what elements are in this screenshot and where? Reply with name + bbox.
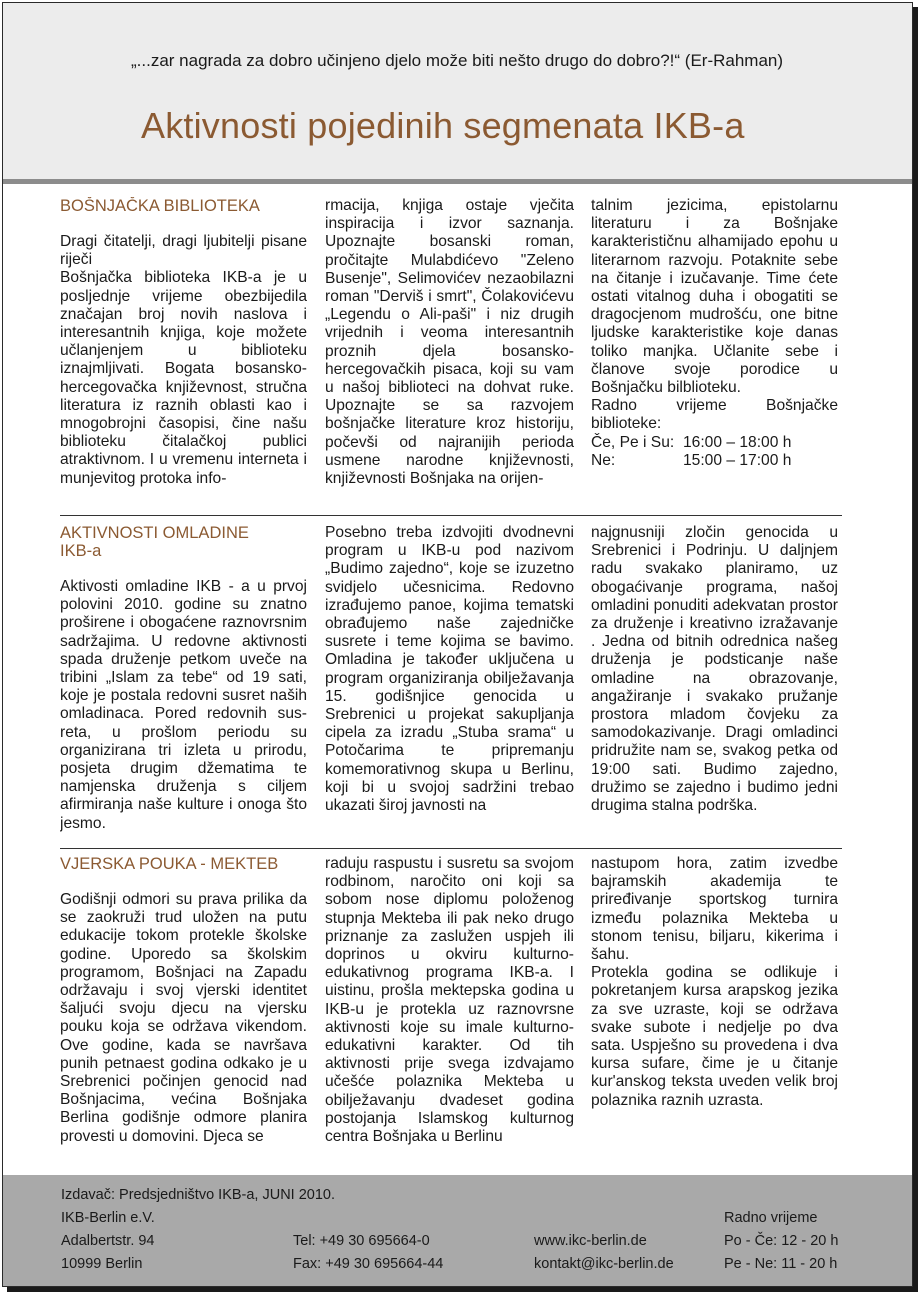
omladina-text-2: Posebno treba izdvojiti dvodnevni program u IKB-u pod nazivom „Budimo zajedno“, koje se izuzetno svidjelo učesnicima. Redovno izrađujemo panoe, kojima tematski obrađujemo naše zajedničke susrete i teme kojima se bavimo. Omladina je također uključena u program organiziranja obilježavanja 15. godišnjice genocida u Srebrenici u projekat sakupljanja cipela za izradu „Stuba srama“ u Potočarima te pripremanju komemorativnog skupa u Berlinu, koji bi u svojoj sadržini trebao ukazati široj javnosti na <box>325 524 574 815</box>
footer-hours-weekday: Po - Če: 12 - 20 h <box>724 1233 839 1249</box>
biblioteka-column-2 <box>325 197 574 507</box>
biblioteka-text-3: talnim jezicima, epistolarnu literaturu i za Bošnjake karakterističnu alhamijado epohu u literarnom razvoju. Potaknite sebe na čitanje i izučavanje. Time ćete ostati vitalnog duha i obogatiti se dragocjenom mudrošću, one bitne ljudske karakteristike koje danas toliko manjka. Učlanite sebe i članove svoje porodice u Bošnjačku bilblioteku. <box>591 197 838 397</box>
mekteb-column-1 <box>60 855 307 1169</box>
hours-days: Če, Pe i Su: <box>591 433 675 451</box>
footer-email-link[interactable]: kontakt@ikc-berlin.de <box>534 1256 674 1272</box>
omladina-title: AKTIVNOSTI OMLADINE IKB-a <box>60 524 249 560</box>
mekteb-text-3: nastupom hora, zatim izvedbe bajramskih akademija te priređivanje sportskog turnira između polaznika Mekteba u stonom tenisu, biljaru, kikerima i šahu. Protekla godina se odlikuje i pokretanjem kursa arapskog jezika za sve uzraste, koji se održava svake subote i nedjelje po dva sata. Uspješno su provedena i dva kursa sufare, čime je u čitanje kur'anskog teksta uveden velik broj polaznika raznih uzrasta. <box>591 855 838 1109</box>
footer-street: Adalbertstr. 94 <box>61 1233 155 1249</box>
header-quote: „...zar nagrada za dobro učinjeno djelo može biti nešto drugo do dobro?!“ (Er-Rahman) <box>131 51 784 70</box>
page-footer <box>3 1175 912 1286</box>
mekteb-column-2 <box>325 855 574 1169</box>
header-rule <box>3 179 912 184</box>
footer-tel: Tel: +49 30 695664-0 <box>293 1233 430 1249</box>
footer-hours-weekend: Pe - Ne: 11 - 20 h <box>724 1256 838 1272</box>
omladina-column-1 <box>60 524 307 842</box>
hours-time: 16:00 – 18:00 h <box>683 433 792 451</box>
section-divider <box>60 515 842 516</box>
omladina-column-3 <box>591 524 838 842</box>
hours-time: 15:00 – 17:00 h <box>683 451 792 469</box>
omladina-text-1: Aktivosti omladine IKB - a u prvoj polovini 2010. godine su znatno proširene i obogaćene raznovrsnim sadržajima. U redovne aktivnosti spada druženje petkom uveče na tribini „Islam za tebe“ od 19 sati, koje je postala redovni susret naših omladinaca. Pored redovnih sus-reta, u prošlom periodu su organizirana tri izleta u prirodu, posjeta drugim džematima te namjenska druženja s ciljem afirmiranja naše kulture i onoga što jesmo. <box>60 578 307 832</box>
biblioteka-hours-intro: Radno vrijeme Bošnjačke biblioteke: <box>591 397 838 433</box>
omladina-text-3: najgnusniji zločin genocida u Srebrenici i Podrinju. U daljnjem radu svakako planiramo, uz obogaćivanje programa, našoj omladini ponuditi adekvatan prostor za druženje i kreativno izražavanje . Jedna od bitnih odrednica našeg druženja je podsticanje naše omladine na obrazovanje, angažiranje i svakako pružanje prostora mladom čovjeku za samodokazivanje. Dragi omladinci pridružite nam se, svakog petka od 19:00 sati. Budimo zajedno, družimo se zajedno i budimo jedni drugima stalna podrška. <box>591 524 838 815</box>
biblioteka-text-1: Dragi čitatelji, dragi ljubitelji pisane riječi Bošnjačka biblioteka IKB-a je u posljednje vrijeme obezbijedila značajan broj novih naslova i interesantnih knjiga, koje možete učlanjenjem u biblioteku iznajmljivati. Bogata bosansko-hercegovačka književnost, stručna literatura iz raznih oblasti kao i mnogobrojni časopisi, čine našu biblioteku čitalačkoj publici atraktivnom. I u vremenu interneta i munjevitog protoka info- <box>60 233 307 487</box>
footer-publisher: Izdavač: Predsjedništvo IKB-a, JUNI 2010. <box>61 1187 336 1203</box>
footer-org: IKB-Berlin e.V. <box>61 1210 155 1226</box>
page-title: Aktivnosti pojedinih segmenata IKB-a <box>141 105 745 146</box>
biblioteka-text-2: rmacija, knjiga ostaje vječita inspiracija i izvor saznanja. Upoznajte bosanski roman, pročitajte Mulabdićevo "Zeleno Busenje", Selimovićev nezaobilazni roman "Derviš i smrt", Čolakovićevu „Legendu o Ali-paši" i niz drugih vrijednih i veoma interesantnih proznih djela bosansko-hercegovačkih pisaca, koji su vam u našoj biblioteci na dohvat ruke. Upoznajte se sa razvojem bošnjačke literature kroz historiju, počevši od najranijih perioda usmene narodne književnosti, književnosti Bošnjaka na orijen- <box>325 197 574 488</box>
mekteb-text-2: raduju raspustu i susretu sa svojom rodbinom, naročito oni koji sa sobom nose diplomu položenog stupnja Mekteba ili pak neko drugo priznanje za zaslužen uspjeh ili doprinos u okviru kulturno-edukativnog programa IKB-a. I uistinu, prošla mektepska godina u IKB-u je protekla uz raznovrsne aktivnosti koje su imale kulturno-edukativni karakter. Od tih aktivnosti prije svega izdvajamo učešće polaznika Mekteba u obilježavanju dvadeset godina postojanja Islamskog kulturnog centra Bošnjaka u Berlinu <box>325 855 574 1146</box>
mekteb-column-3 <box>591 855 838 1169</box>
footer-city: 10999 Berlin <box>61 1256 143 1272</box>
biblioteka-column-1 <box>60 197 307 497</box>
section-divider <box>60 848 842 849</box>
biblioteka-title: BOŠNJAČKA BIBLIOTEKA <box>60 197 260 215</box>
page-frame <box>2 2 913 1287</box>
mekteb-title: VJERSKA POUKA - MEKTEB <box>60 855 279 873</box>
footer-hours-title: Radno vrijeme <box>724 1210 818 1226</box>
footer-web-link[interactable]: www.ikc-berlin.de <box>534 1233 647 1249</box>
mekteb-text-1: Godišnji odmori su prava prilika da se zaokruži trud uložen na putu edukacije tokom protekle školske godine. Uporedo sa školskim programom, Bošnjaci na Zapadu održavaju i svoj vjerski identitet šaljući svoju djecu na vjersku pouku koja se održava vikendom. Ove godine, kada se navršava punih petnaest godina odkako je u Srebrenici počinjen genocid nad Bošnjacima, većina Bošnjaka Berlina godišnje odmore planira provesti u domovini. Djeca se <box>60 891 307 1145</box>
page-header <box>3 3 912 179</box>
biblioteka-column-3 <box>591 197 838 497</box>
biblioteka-hours <box>591 434 838 470</box>
hours-days: Ne: <box>591 451 616 469</box>
footer-fax: Fax: +49 30 695664-44 <box>293 1256 444 1272</box>
omladina-column-2 <box>325 524 574 842</box>
